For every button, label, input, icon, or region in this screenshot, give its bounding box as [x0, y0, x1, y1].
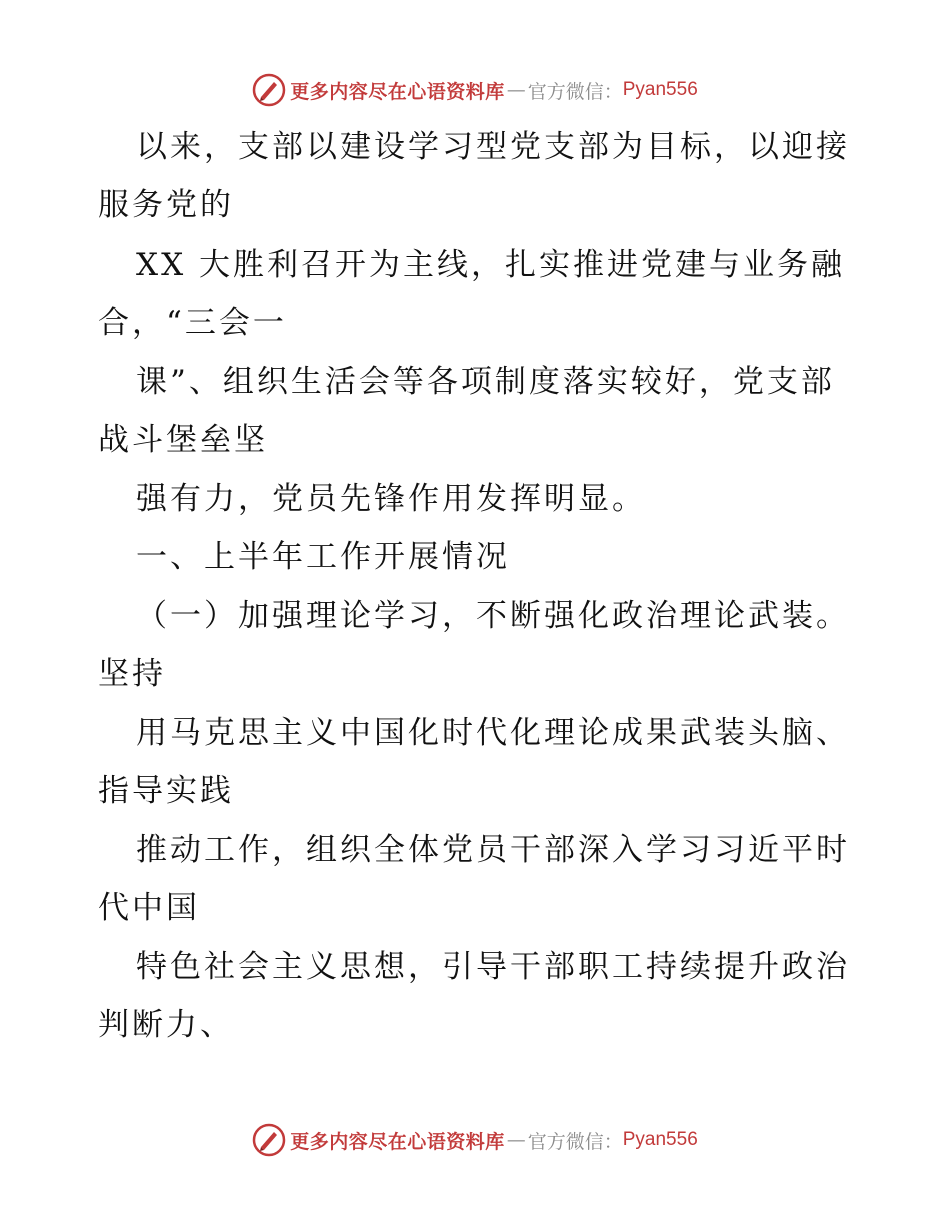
footer-wechat-label: 官方微信：: [527, 1130, 623, 1153]
pen-logo-icon: [252, 73, 286, 107]
body-line-13: 推动工作，组织全体党员干部深入学习习近平时: [136, 832, 850, 868]
body-line-2: 服务党的: [98, 187, 234, 223]
body-line-1: 以来，支部以建设学习型党支部为目标，以迎接: [136, 129, 850, 165]
body-line-3: XX 大胜利召开为主线，扎实推进党建与业务融: [136, 247, 845, 283]
body-line-14: 代中国: [98, 890, 200, 926]
footer-dash: —: [506, 1129, 526, 1151]
body-line-11: 用马克思主义中国化时代化理论成果武装头脑、: [136, 715, 850, 751]
body-line-10: 坚持: [98, 656, 166, 692]
header-dash: —: [506, 79, 526, 101]
body-line-15: 特色社会主义思想，引导干部职工持续提升政治: [136, 949, 850, 985]
pen-logo-icon: [252, 1123, 286, 1157]
header-banner: [0, 70, 950, 110]
body-line-5: 课”、组织生活会等各项制度落实较好，党支部: [136, 364, 835, 400]
body-line-12: 指导实践: [98, 773, 234, 809]
body-line-4: 合，“三会一: [98, 305, 287, 341]
header-wechat-id: Pyan556: [622, 79, 698, 100]
body-line-9: （一）加强理论学习，不断强化政治理论武装。: [136, 598, 850, 634]
header-brand-text: 更多内容尽在心语资料库: [290, 80, 505, 103]
body-line-7: 强有力，党员先锋作用发挥明显。: [136, 481, 646, 517]
body-line-16: 判断力、: [98, 1007, 234, 1043]
body-line-8: 一、上半年工作开展情况: [136, 539, 510, 575]
footer-brand-text: 更多内容尽在心语资料库: [290, 1130, 505, 1153]
footer-banner: [0, 1120, 950, 1160]
header-wechat-label: 官方微信：: [527, 80, 623, 103]
footer-wechat-id: Pyan556: [622, 1129, 698, 1150]
body-line-6: 战斗堡垒坚: [98, 422, 268, 458]
